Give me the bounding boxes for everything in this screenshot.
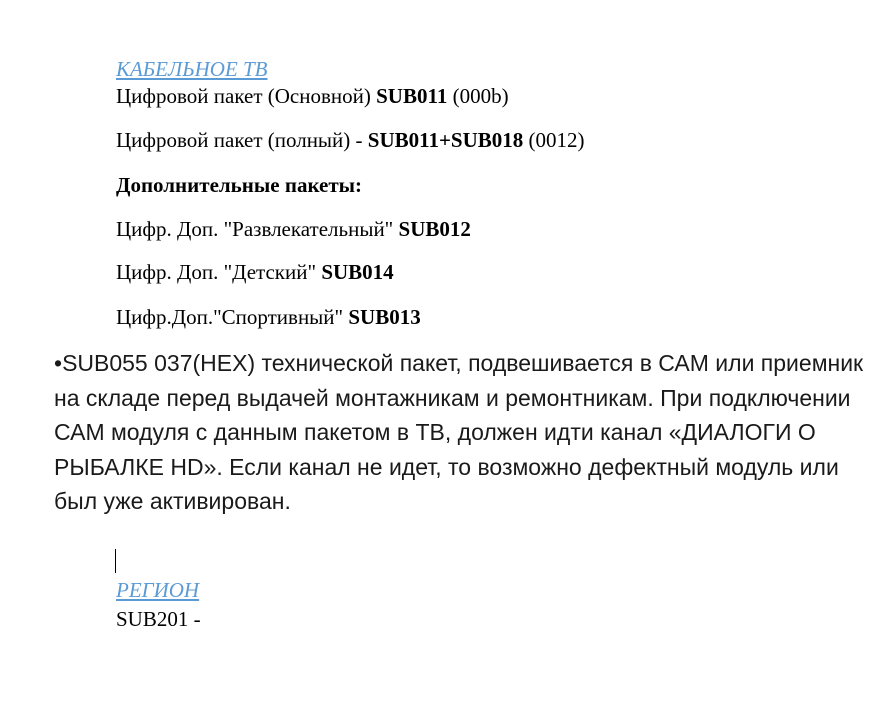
package-code: SUB011+SUB018 [367, 128, 524, 152]
region-heading[interactable]: РЕГИОН [116, 578, 200, 602]
package-line-sport [116, 307, 421, 328]
package-code: SUB013 [348, 305, 421, 329]
package-label: Цифр.Доп."Спортивный" [116, 305, 349, 329]
package-hex: (000b) [447, 84, 509, 108]
bullet-marker: • [54, 350, 63, 376]
package-code: SUB011 [376, 84, 448, 108]
text-cursor [115, 549, 116, 573]
package-code: SUB014 [321, 260, 394, 284]
cable-tv-heading[interactable]: КАБЕЛЬНОЕ ТВ [116, 57, 268, 81]
additional-title-text: Дополнительные пакеты: [116, 173, 363, 197]
package-line-entertainment [116, 219, 471, 240]
package-label: Цифр. Доп. "Детский" [116, 260, 322, 284]
additional-packages-title [116, 175, 362, 196]
bullet-paragraph [54, 346, 884, 519]
package-line-kids [116, 262, 394, 283]
package-line-basic [116, 86, 509, 107]
package-label: Цифровой пакет (полный) - [116, 128, 368, 152]
region-line: SUB201 - [116, 607, 201, 631]
package-label: Цифр. Доп. "Развлекательный" [116, 217, 399, 241]
package-label: Цифровой пакет (Основной) [116, 84, 377, 108]
package-line-full [116, 130, 585, 151]
package-hex: (0012) [523, 128, 585, 152]
package-code: SUB012 [398, 217, 471, 241]
bullet-text: SUB055 037(HEX) технической пакет, подвешивается в САМ или приемник на складе перед выдачей монтажникам и ремонтникам. При подключении САМ модуля с данным пакетом в ТВ, должен идти канал «ДИАЛОГИ О РЫБАЛКЕ HD». Если канал не идет, то возможно дефектный модуль или был уже активирован. [54, 350, 864, 514]
